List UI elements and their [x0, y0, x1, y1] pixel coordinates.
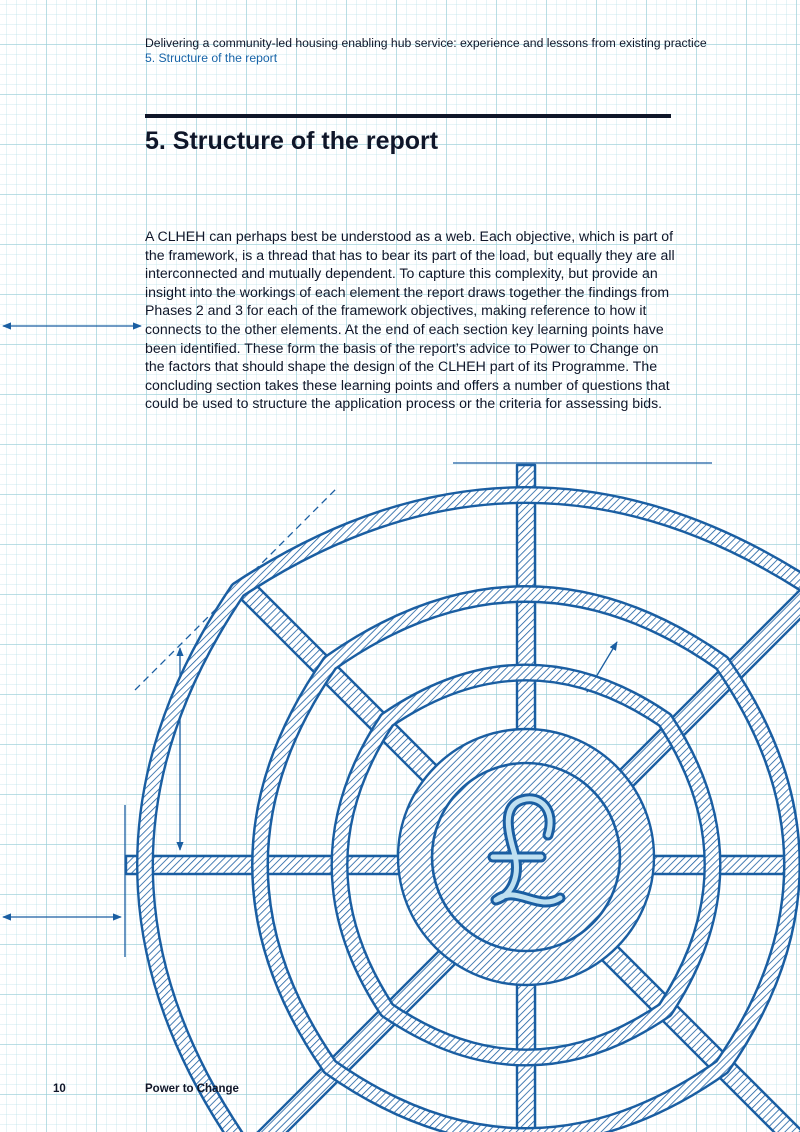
- document-title: Delivering a community-led housing enabling hub service: experience and lessons from existing practice: [145, 36, 707, 50]
- footer-brand: Power to Change: [145, 1083, 239, 1095]
- page-title: 5. Structure of the report: [145, 127, 439, 155]
- page-number: 10: [53, 1083, 66, 1095]
- section-breadcrumb: 5. Structure of the report: [145, 51, 278, 65]
- body-paragraph: A CLHEH can perhaps best be understood as a web. Each objective, which is part of the framework, is a thread that has to bear its part of the load, but equally they are all interconnected and mutually dependent. To capture this complexity, but provide an insight into the workings of each element the report draws together the findings from Phases 2 and 3 for each of the framework objectives, making reference to how it connects to the other elements. At the end of each section key learning points have been identified. These form the basis of the report’s advice to Power to Change on the factors that should shape the design of the CLHEH part of its Programme. The concluding section takes these learning points and offers a number of questions that could be used to structure the application process or the criteria for assessing bids.: [145, 228, 675, 412]
